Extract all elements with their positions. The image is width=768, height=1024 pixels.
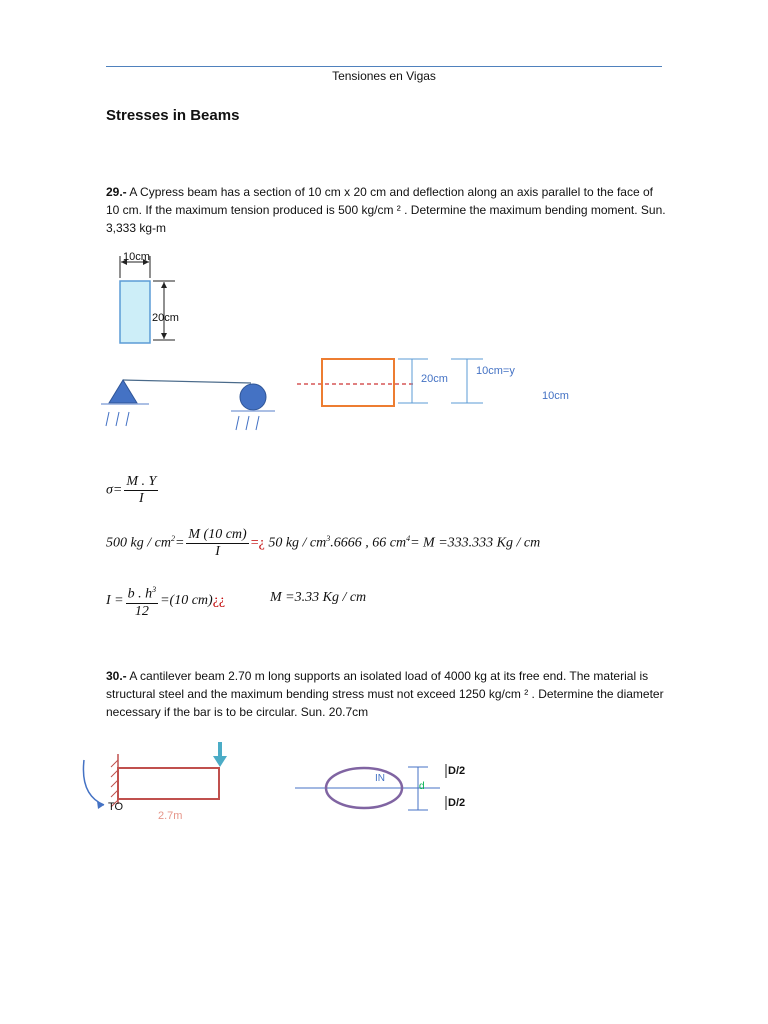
roller-support-icon — [240, 384, 266, 410]
neutral-axis-label: IN — [375, 773, 385, 784]
problem-30-text — [106, 667, 666, 721]
section-title: Stresses in Beams — [106, 107, 240, 124]
problem-29-number: 29.- — [106, 185, 127, 199]
moment-arrow-icon — [83, 760, 104, 805]
half-diameter-top: D/2 — [448, 765, 466, 777]
problem-29-body: A Cypress beam has a section of 10 cm x 20 cm and deflection along an axis parallel to the face of 10 cm. If the maximum tension produced is 500 kg/cm ² . Determine the maximum bending moment. Sun. 3,333 kg-m — [106, 185, 666, 235]
cantilever-beam — [118, 768, 219, 799]
page-header: Tensiones en Vigas — [332, 69, 436, 83]
section-height-label: 20cm — [421, 373, 448, 385]
equation-inertia: I = $\frac{b . h^3}{12}$ =(10 cm)¿¿ — [106, 582, 225, 620]
equation-stress: σ= $\frac{M . Y}{I}$ — [106, 474, 157, 506]
beam-section-figure — [95, 248, 215, 348]
problem-30-number: 30.- — [106, 669, 127, 683]
load-arrow-icon — [218, 742, 222, 758]
problem-29-text — [106, 183, 666, 237]
section-half-label: 10cm — [542, 390, 569, 402]
beam-section-rect — [120, 281, 150, 343]
section-axis-figure — [295, 355, 495, 410]
equation-moment: 500 kg / $cm^2=$ $\frac{M (10 cm)}{I}$ =¿ 50 kg / $cm^3.6666$ , 66 $cm^4= M =333.333$ Kg / cm — [106, 527, 541, 559]
length-label: 2.7m — [158, 810, 183, 822]
circular-section-figure — [290, 760, 460, 820]
beam-width-label: 10cm — [123, 251, 150, 263]
equation-result: M =3.33 Kg / cm — [270, 590, 367, 605]
diameter-label: d — [419, 781, 425, 792]
header-rule — [106, 66, 662, 67]
simple-beam-figure — [95, 370, 285, 435]
problem-30-body: A cantilever beam 2.70 m long supports an isolated load of 4000 kg at its free end. The material is structural steel and the maximum bending stress must not exceed 1250 kg/cm ² . Determine the diameter necessary if the bar is to be circular. Sun. 20.7cm — [106, 669, 664, 719]
pin-support-icon — [109, 380, 137, 403]
beam-height-label: 20cm — [152, 312, 179, 324]
section-rect — [322, 359, 394, 406]
support-label: TO — [108, 801, 124, 813]
beam-line — [123, 380, 251, 383]
section-y-label: 10cm=y — [476, 365, 515, 377]
half-diameter-bottom: D/2 — [448, 797, 466, 809]
cantilever-figure — [78, 740, 238, 820]
